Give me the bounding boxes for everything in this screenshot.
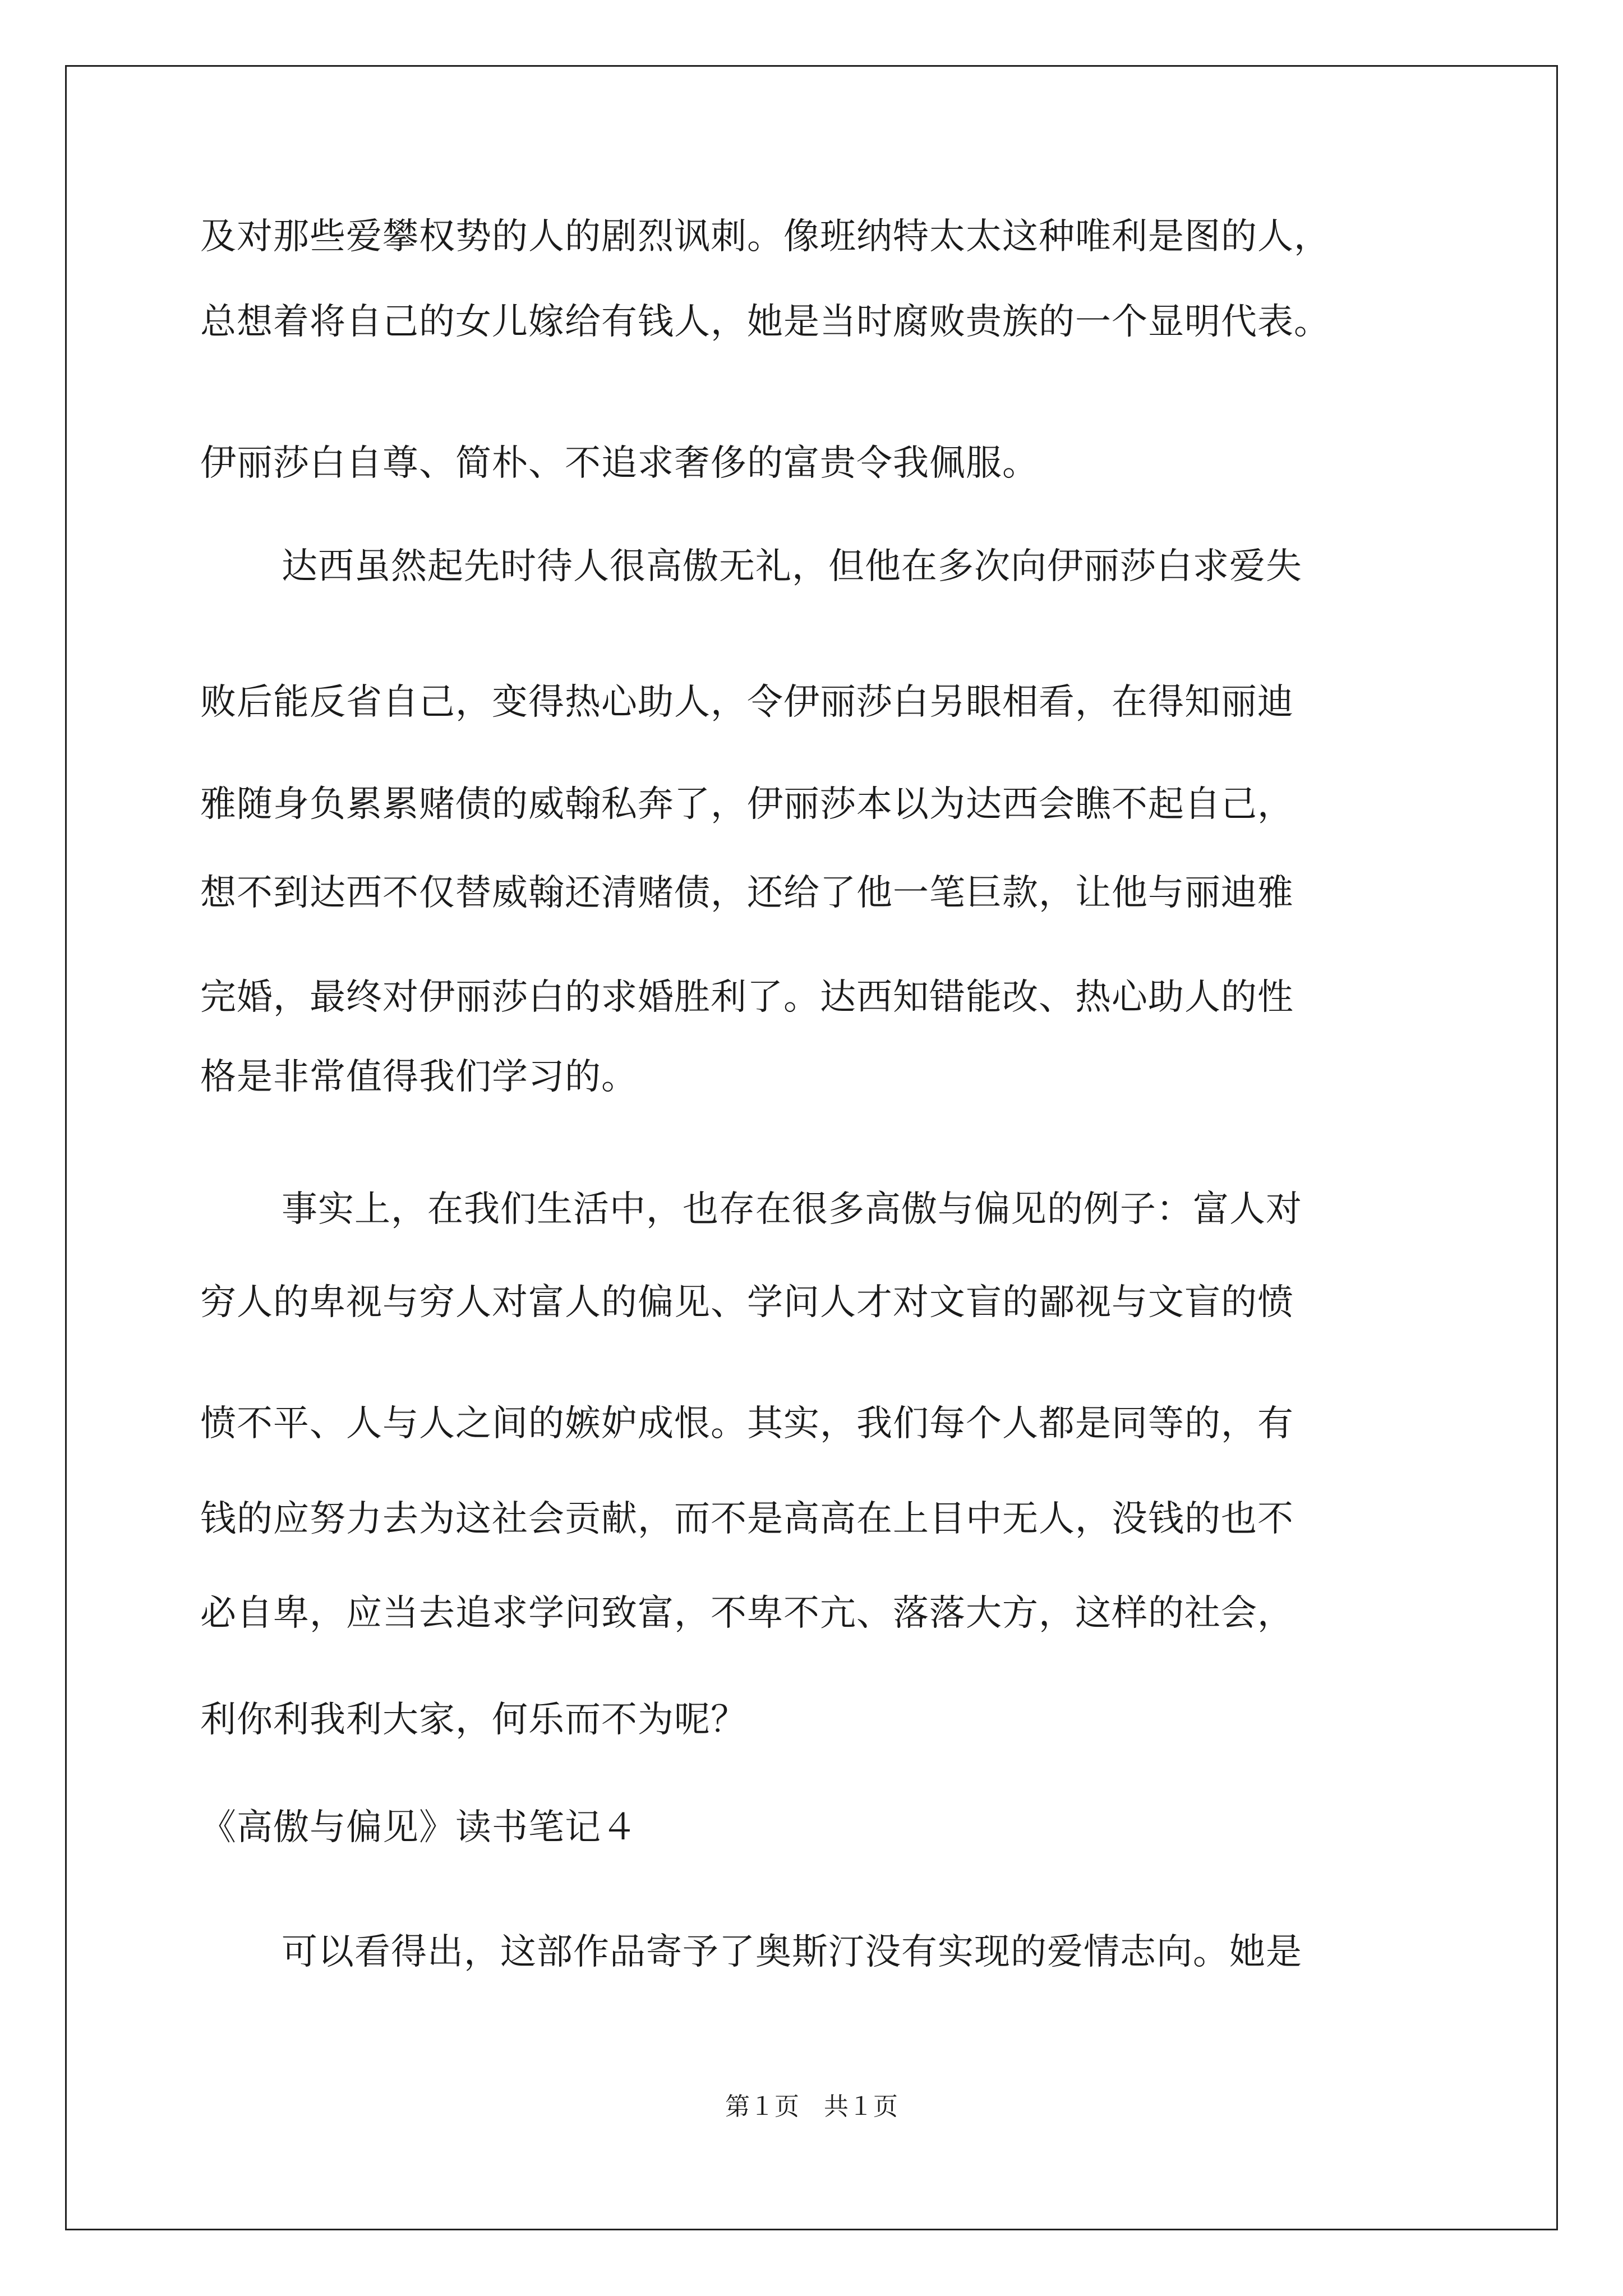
body-text-line: 及对那些爱攀权势的人的剧烈讽刺。像班纳特太太这种唯利是图的人， <box>200 216 1330 257</box>
body-text-line: 败后能反省自己，变得热心助人，令伊丽莎白另眼相看，在得知丽迪 <box>200 682 1294 723</box>
body-text-line: 愤不平、人与人之间的嫉妒成恨。其实，我们每个人都是同等的，有 <box>200 1403 1294 1444</box>
section-heading: 《高傲与偏见》读书笔记４ <box>200 1807 638 1848</box>
body-text-line: 穷人的卑视与穷人对富人的偏见、学问人才对文盲的鄙视与文盲的愤 <box>200 1282 1294 1323</box>
body-text-line: 利你利我利大家，何乐而不为呢？ <box>200 1699 747 1741</box>
page-border <box>65 65 1558 2230</box>
body-text-line: 钱的应努力去为这社会贡献，而不是高高在上目中无人，没钱的也不 <box>200 1498 1294 1540</box>
body-text-line: 雅随身负累累赌债的威翰私奔了，伊丽莎本以为达西会瞧不起自己， <box>200 784 1294 825</box>
body-text-line: 伊丽莎白自尊、简朴、不追求奢侈的富贵令我佩服。 <box>200 443 1039 484</box>
body-text-line: 完婚，最终对伊丽莎白的求婚胜利了。达西知错能改、热心助人的性 <box>200 977 1294 1018</box>
paragraph-start-line: 事实上，在我们生活中，也存在很多高傲与偏见的例子：富人对 <box>282 1189 1302 1230</box>
paragraph-start-line: 达西虽然起先时待人很高傲无礼，但他在多次向伊丽莎白求爱失 <box>282 546 1302 587</box>
body-text-line: 格是非常值得我们学习的。 <box>200 1056 638 1098</box>
body-text-line: 必自卑，应当去追求学问致富，不卑不亢、落落大方，这样的社会， <box>200 1593 1294 1634</box>
body-text-line: 总想着将自己的女儿嫁给有钱人，她是当时腐败贵族的一个显明代表。 <box>200 301 1330 343</box>
body-text-line: 想不到达西不仅替威翰还清赌债，还给了他一笔巨款，让他与丽迪雅 <box>200 872 1294 914</box>
page-footer: 第１页 共１页 <box>725 2092 898 2121</box>
paragraph-start-line: 可以看得出，这部作品寄予了奥斯汀没有实现的爱情志向。她是 <box>282 1931 1302 1973</box>
